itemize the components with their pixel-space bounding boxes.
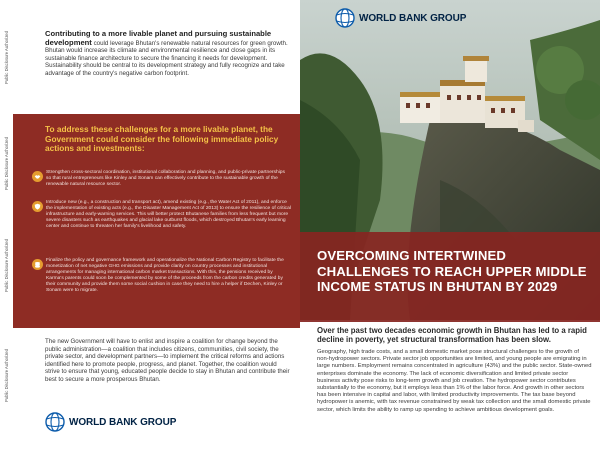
globe-icon [45,412,65,432]
disclosure-label: Public Disclosure Authorized [4,348,9,402]
disclosure-label: Public Disclosure Authorized [4,136,9,190]
policy-action-text: Finalize the policy and governance framework and operationalize the National Carbon Registry to facilitate the monetization of net negative GHG emissions and provide clarity on country processes and institutional arrangements for managing international carbon market transactions. With this, the pensions received by Karma's parents could soon be complemented by some of the proceeds from the carbon credits generated by their community and provide them some social cushion in case they need to hire a helper if Dechen, Kinley or Sonam were to migrate. [46,258,284,294]
body-paragraph: Geography, high trade costs, and a small domestic market pose structural challenges to the growth of non-hydropower sectors. Private sector job opportunities are limited, and young people are emigrating in large numbers. Employment remains concentrated in agriculture (43%) and the public sector. State-owned enterprises dominate the economy. The lack of economic diversification and limited private sector business activity pose risks to long-term growth and job creation. The hydropower sector contributes substantially to the economy, but it employs less than 1% of the labor force. And growth in other sectors has been intensive in capital and labor, with limited productivity improvements. The tax base beyond hydropower is anemic, with tax revenue constrained by weak tax collection and the small domestic private sector, which limits the ability to ramp up spending to achieve ambitious development goals. [317,349,592,413]
world-bank-logo [335,8,466,28]
handshake-icon [32,171,43,182]
coins-icon [32,259,43,270]
brand-name: WORLD BANK GROUP [359,12,467,24]
intro-body: could leverage Bhutan's renewable natural resources for green growth. Bhutan would increase its climate and environmental resilience and close gaps in its sustainable finance architecture to secure the financing it needs for development. Sustainability should be central to its development strategy and fully recognize and take advantage of the country's negative carbon footprint. [45,39,288,77]
closing-paragraph: The new Government will have to enlist and inspire a coalition for change beyond the public administration—a coalition that includes citizens, communities, civil society, the private sector, and development partners—to implement the critical reforms and actions identified here to promote people, progress, and planet. Together, the coalition would strive to ensure that young, educated people decide to stay in Bhutan and contribute their best to secure a more prosperous Bhutan. [45,338,290,383]
subheading: Over the past two decades economic growth in Bhutan has led to a rapid decline in poverty, yet structural transformation has been slow. [317,326,587,345]
right-page [300,0,600,463]
report-title: OVERCOMING INTERTWINED CHALLENGES TO REACH UPPER MIDDLE INCOME STATUS IN BHUTAN BY 2029 [317,248,587,294]
policy-action-text: Introduce new (e.g., a construction and transport act), amend existing (e.g., the Water Act of 2011), and enforce the implementation of existing acts (e.g., the Disaster Management Act of 2013) to ensure the resilience of critical infrastructure and early-warning services. This will better protect Bhutanese families from less frequent but more severe disasters such as earthquakes and glacial lake outburst floods, which destroyed Bhutan's early learning center and continue to threaten her family's livelihood and safety. [46,200,291,230]
world-bank-logo [45,412,176,432]
disclosure-label: Public Disclosure Authorized [4,238,9,292]
intro-lead: Contributing to a more livable planet and pursuing sustainable development [45,29,272,47]
policy-action-text: Strengthen cross-sectoral coordination, institutional collaboration and planning, and public-private partnerships so that rural entrepreneurs like Kinley and Sonam can effectively contribute to the sustainable growth of the renewable natural resource sector. [46,170,285,188]
policy-actions-heading: To address these challenges for a more livable planet, the Government could consider the following immediate policy actions and investments: [45,124,279,154]
brand-name: WORLD BANK GROUP [69,416,177,428]
disclosure-strip [0,0,13,463]
globe-icon [335,8,355,28]
disclosure-label: Public Disclosure Authorized [4,30,9,84]
intro-paragraph [45,30,290,78]
shield-icon [32,201,43,212]
